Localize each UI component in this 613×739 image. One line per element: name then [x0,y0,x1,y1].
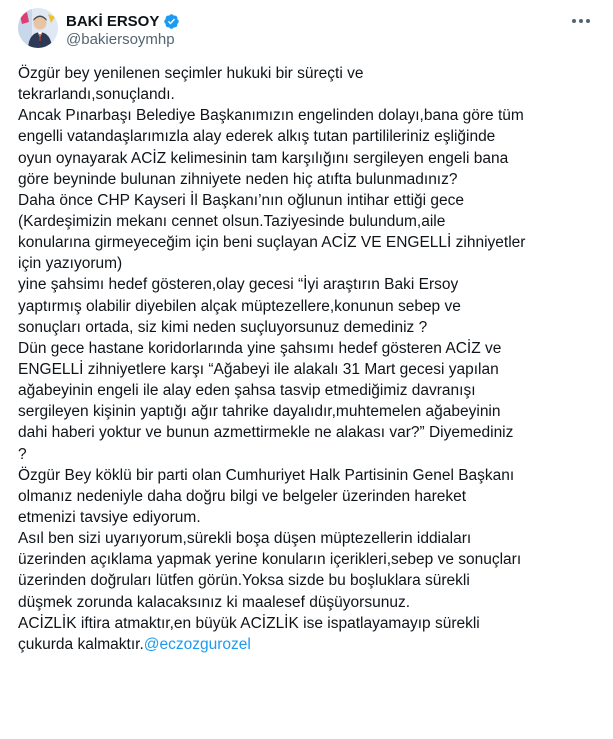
tweet-text-line: Ancak Pınarbaşı Belediye Başkanımızın engelinden dolayı,bana göre tüm [18,107,524,125]
tweet-text-line: yine şahsimı hedef gösteren,olay gecesi “İyi araştırın Baki Ersoy [18,276,459,294]
tweet-text-line: Özgür bey yenilenen seçimler hukuki bir süreçti ve [18,65,364,82]
more-horizontal-icon [571,18,591,24]
tweet-text-line: Asıl ben sizi uyarıyorum,sürekli boşa düşen müptezellerin iddiaları [18,530,472,548]
tweet-header [18,8,598,52]
tweet-text-line-end: çukurda kalmaktır. [18,635,144,653]
tweet-text [18,63,598,655]
tweet-text-line: engelli vatandaşlarımızla alay ederek alkış tutan partilileriniz eşliğinde [18,128,496,146]
tweet-text-line: Dün gece hastane koridorlarında yine şahsımı hedef gösteren ACİZ ve [18,339,502,357]
tweet-text-line: üzerinden açıklama yapmak yerine konuların içerikleri,sebep ve sonuçları [18,551,522,569]
verified-badge-icon [163,13,180,30]
tweet-text-line: için yazıyorum) [18,255,123,273]
tweet-text-line: (Kardeşimizin mekanı cennet olsun.Taziyesinde bulundum,aile [18,212,446,230]
tweet-text-line: etmenizi tavsiye ediyorum. [18,508,201,526]
profile-photo-icon [18,8,58,48]
more-options-button[interactable] [566,10,596,32]
tweet-text-line: düşmek zorunda kalacaksınız ki maalesef düşüyorsunuz. [18,593,411,611]
mention-link[interactable]: @eczozgurozel [143,635,251,653]
tweet-text-line: konularına girmeyeceğim için beni suçlayan ACİZ VE ENGELLİ zihniyetler [18,234,526,252]
display-name-row [66,11,180,31]
tweet-text-line: göre beyninde bulunan zihniyete neden hiç atıfta bulunmadınız? [18,170,458,188]
tweet-text-line: üzerinden doğruları lütfen görün.Yoksa sizde bu boşluklara sürekli [18,572,470,590]
tweet-text-line: dahi haberi yoktur ve bunun azmettirmekle ne alakası var?” Diyemediniz [18,424,514,442]
tweet-text-line: olmanız nedeniyle daha doğru bilgi ve belgeler üzerinden hareket [18,487,467,505]
tweet-text-line: Özgür Bey köklü bir parti olan Cumhuriyet Halk Partisinin Genel Başkanı [18,466,515,484]
tweet-text-line: ? [18,445,27,463]
tweet-text-line: ACİZLİK iftira atmaktır,en büyük ACİZLİK ise ispatlayamayıp sürekli [18,614,480,632]
tweet-text-line: ENGELLİ zihniyetlere karşı “Ağabeyi ile alakalı 31 Mart gecesi yapılan [18,360,499,378]
tweet-text-line: Daha önce CHP Kayseri İl Başkanı’nın oğlunun intihar ettiği gece [18,191,465,209]
author-handle[interactable]: @bakiersoymhp [66,31,175,48]
author-names [66,8,486,52]
tweet-text-line: yaptırmış olabilir diyebilen alçak müptezellere,konunun sebep ve [18,297,461,315]
tweet-text-line: ağabeyinin engeli ile alay eden şahsa tasvip etmediğimiz davranışı [18,382,476,400]
tweet-text-last-line [18,634,598,655]
tweet-text-line: sergileyen kişinin yaptığı ağır tahrike dayalıdır,muhtemelen ağabeyinin [18,403,501,421]
display-name[interactable]: BAKİ ERSOY [66,12,160,30]
avatar[interactable] [18,8,58,48]
tweet-text-line: tekrarlandı,sonuçlandı. [18,86,175,104]
tweet-text-line: sonuçları ortada, siz kimi neden suçluyorsunuz demediniz ? [18,318,428,336]
tweet-text-line: oyun oynayarak ACİZ kelimesinin tam karşılığını sergileyen engeli bana [18,149,509,167]
